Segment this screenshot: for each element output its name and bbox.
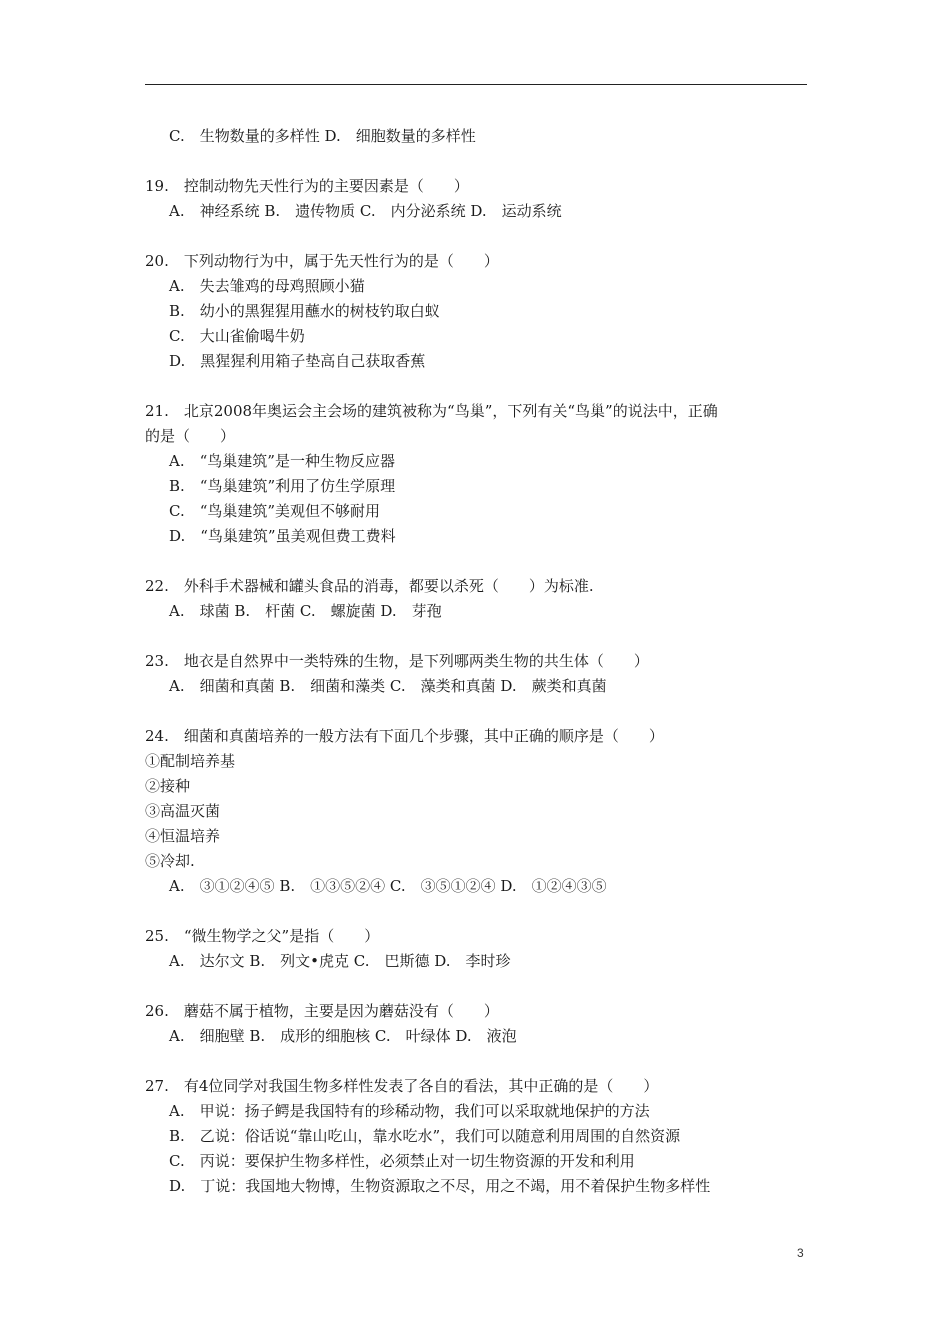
question-stem bbox=[145, 999, 815, 1024]
question-number: 23. bbox=[145, 652, 169, 670]
step-item: ④恒温培养 bbox=[145, 827, 221, 845]
option-c: C. 大山雀偷喝牛奶 bbox=[169, 327, 305, 345]
question-number: 25. bbox=[145, 927, 169, 945]
option-line: A. 细菌和真菌 B. 细菌和藻类 C. 藻类和真菌 D. 蕨类和真菌 bbox=[169, 677, 607, 695]
question-stem bbox=[145, 249, 815, 274]
question-text: 地衣是自然界中一类特殊的生物，是下列哪两类生物的共生体（ ） bbox=[183, 652, 649, 670]
page-number: 3 bbox=[797, 1246, 804, 1260]
step-item: ①配制培养基 bbox=[145, 752, 236, 770]
option-line: A. ③①②④⑤ B. ①③⑤②④ C. ③⑤①②④ D. ①②④③⑤ bbox=[169, 877, 607, 895]
options bbox=[145, 1099, 815, 1199]
question-18-continued bbox=[145, 124, 815, 149]
question-text: 外科手术器械和罐头食品的消毒，都要以杀死（ ）为标准. bbox=[183, 577, 594, 595]
option-b: B. “鸟巢建筑”利用了仿生学原理 bbox=[169, 477, 396, 495]
option-d: D. “鸟巢建筑”虽美观但费工费料 bbox=[169, 527, 396, 545]
option-a: A. 失去雏鸡的母鸡照顾小猫 bbox=[169, 277, 365, 295]
question-23 bbox=[145, 649, 815, 699]
question-list bbox=[145, 124, 815, 1199]
option-c: C. “鸟巢建筑”美观但不够耐用 bbox=[169, 502, 381, 520]
question-19 bbox=[145, 174, 815, 224]
question-stem bbox=[145, 174, 815, 199]
step-item: ②接种 bbox=[145, 777, 191, 795]
option-line: A. 神经系统 B. 遗传物质 C. 内分泌系统 D. 运动系统 bbox=[169, 202, 562, 220]
options bbox=[145, 949, 815, 974]
option-line: C. 生物数量的多样性 D. 细胞数量的多样性 bbox=[169, 127, 476, 145]
question-24 bbox=[145, 724, 815, 899]
question-text: 北京2008年奥运会主会场的建筑被称为“鸟巢”，下列有关“鸟巢”的说法中，正确 bbox=[183, 402, 718, 420]
question-stem bbox=[145, 574, 815, 599]
question-20 bbox=[145, 249, 815, 374]
options bbox=[145, 1024, 815, 1049]
header-rule bbox=[145, 84, 807, 85]
question-number: 22. bbox=[145, 577, 169, 595]
question-number: 26. bbox=[145, 1002, 169, 1020]
question-text: 下列动物行为中，属于先天性行为的是（ ） bbox=[183, 252, 499, 270]
question-number: 20. bbox=[145, 252, 169, 270]
options bbox=[145, 124, 815, 149]
option-d: D. 丁说：我国地大物博，生物资源取之不尽，用之不竭，用不着保护生物多样性 bbox=[169, 1177, 711, 1195]
question-stem bbox=[145, 724, 815, 749]
options bbox=[145, 874, 815, 899]
question-21 bbox=[145, 399, 815, 549]
option-c: C. 丙说：要保护生物多样性，必须禁止对一切生物资源的开发和利用 bbox=[169, 1152, 635, 1170]
question-stem bbox=[145, 1074, 815, 1099]
options bbox=[145, 449, 815, 549]
options bbox=[145, 599, 815, 624]
question-number: 27. bbox=[145, 1077, 169, 1095]
option-a: A. “鸟巢建筑”是一种生物反应器 bbox=[169, 452, 395, 470]
question-number: 24. bbox=[145, 727, 169, 745]
question-26 bbox=[145, 999, 815, 1049]
question-text: 控制动物先天性行为的主要因素是（ ） bbox=[183, 177, 469, 195]
question-number: 19. bbox=[145, 177, 169, 195]
question-number: 21. bbox=[145, 402, 169, 420]
option-line: A. 细胞壁 B. 成形的细胞核 C. 叶绿体 D. 液泡 bbox=[169, 1027, 517, 1045]
option-b: B. 乙说：俗话说“靠山吃山，靠水吃水”，我们可以随意利用周围的自然资源 bbox=[169, 1127, 681, 1145]
options bbox=[145, 199, 815, 224]
question-27 bbox=[145, 1074, 815, 1199]
question-text: 细菌和真菌培养的一般方法有下面几个步骤，其中正确的顺序是（ ） bbox=[183, 727, 664, 745]
options bbox=[145, 274, 815, 374]
options bbox=[145, 674, 815, 699]
step-item: ⑤冷却. bbox=[145, 852, 195, 870]
question-25 bbox=[145, 924, 815, 974]
option-d: D. 黑猩猩利用箱子垫高自己获取香蕉 bbox=[169, 352, 426, 370]
question-stem bbox=[145, 649, 815, 674]
question-stem bbox=[145, 924, 815, 949]
option-b: B. 幼小的黑猩猩用蘸水的树枝钓取白蚁 bbox=[169, 302, 440, 320]
question-22 bbox=[145, 574, 815, 624]
question-stem-continued: 的是（ ） bbox=[145, 427, 236, 445]
question-text: 有4位同学对我国生物多样性发表了各自的看法，其中正确的是（ ） bbox=[183, 1077, 659, 1095]
question-stem bbox=[145, 399, 815, 424]
option-a: A. 甲说：扬子鳄是我国特有的珍稀动物，我们可以采取就地保护的方法 bbox=[169, 1102, 650, 1120]
option-line: A. 球菌 B. 杆菌 C. 螺旋菌 D. 芽孢 bbox=[169, 602, 442, 620]
option-line: A. 达尔文 B. 列文•虎克 C. 巴斯德 D. 李时珍 bbox=[169, 952, 511, 970]
question-text: 蘑菇不属于植物，主要是因为蘑菇没有（ ） bbox=[183, 1002, 499, 1020]
step-item: ③高温灭菌 bbox=[145, 802, 221, 820]
question-text: “微生物学之父”是指（ ） bbox=[183, 927, 380, 945]
